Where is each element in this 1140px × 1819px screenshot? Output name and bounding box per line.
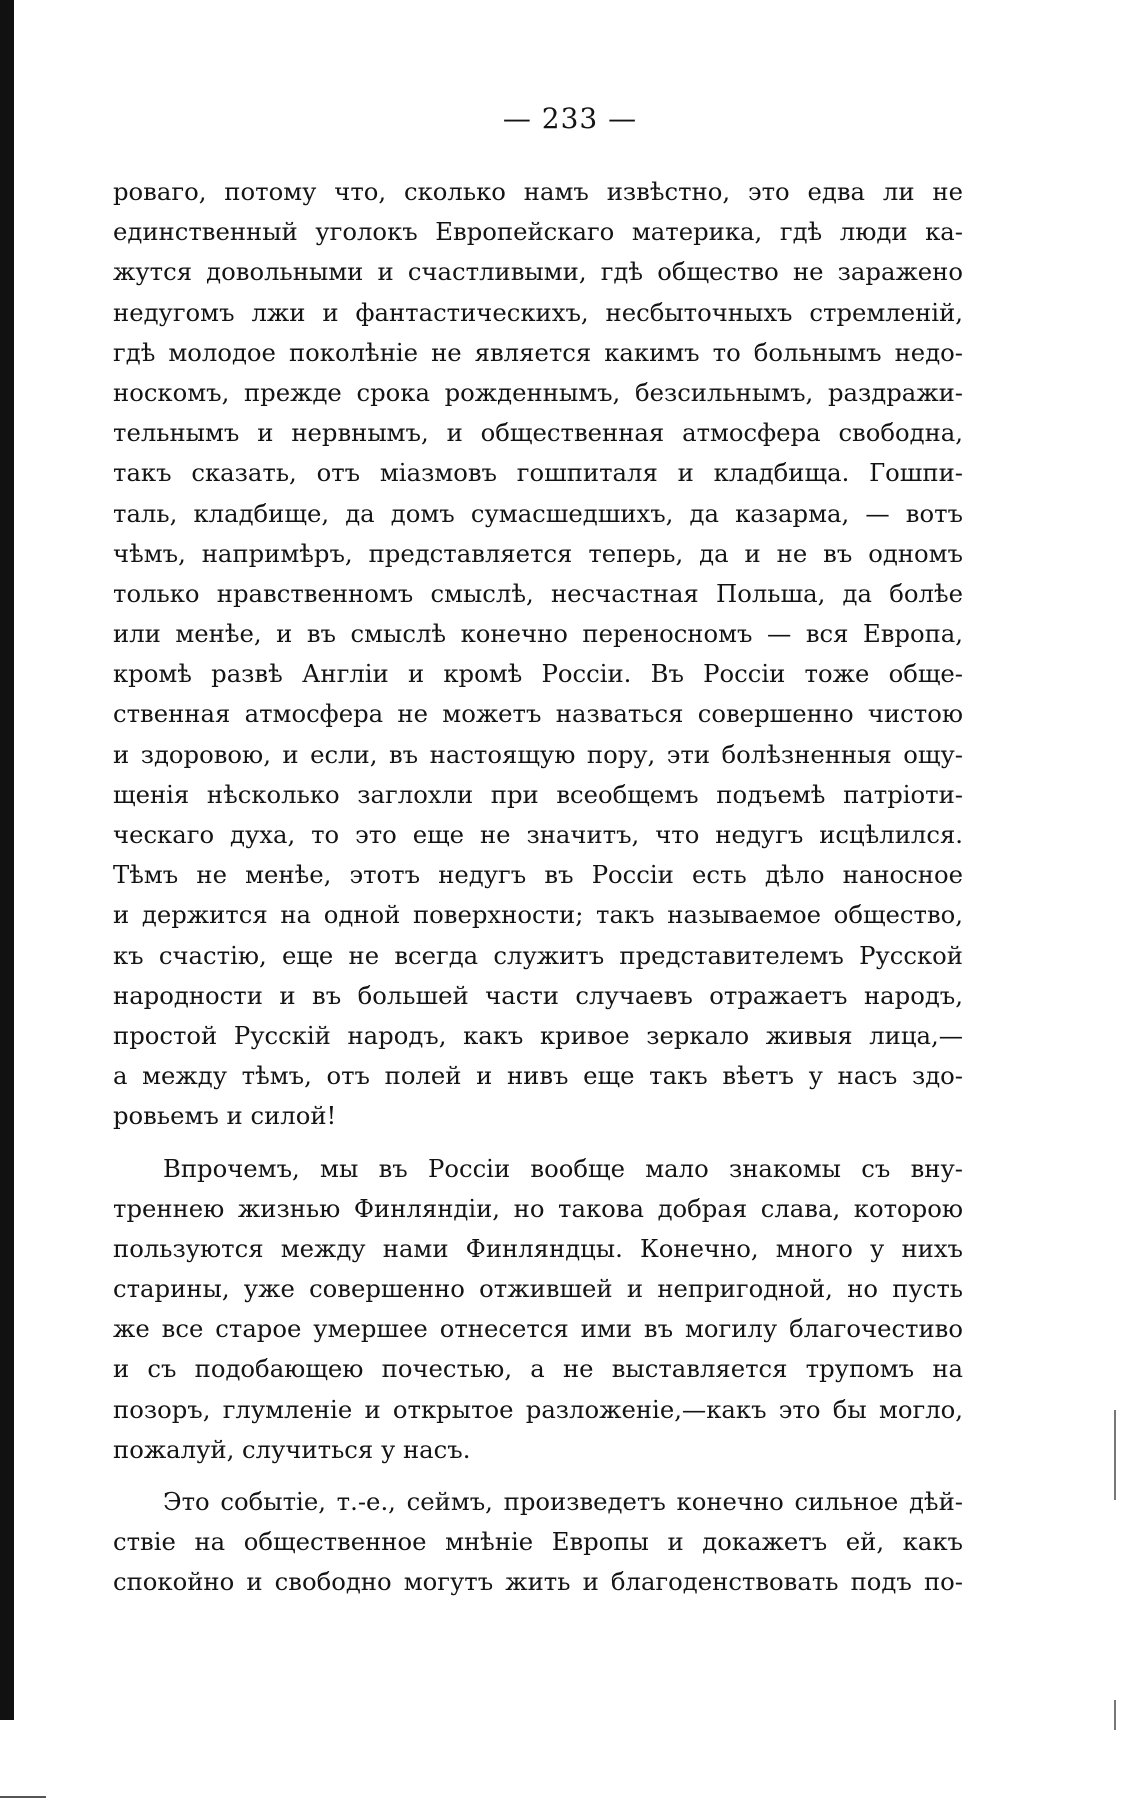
text-line: роваго, потому что, сколько намъ извѣстно, это едва ли не <box>113 177 963 206</box>
text-line: пользуются между нами Финляндцы. Конечно, много у нихъ <box>113 1233 963 1263</box>
text-line: позоръ, глумленіе и открытое разложеніе,—какъ это бы могло, <box>113 1394 963 1424</box>
text-line: щенія нѣсколько заглохли при всеобщемъ подъемѣ патріоти- <box>113 779 963 809</box>
text-line: и съ подобающею почестью, а не выставляется трупомъ на <box>113 1354 963 1384</box>
text-line: простой Русскій народъ, какъ кривое зеркало живыя лица,— <box>113 1020 963 1050</box>
paragraph-gap <box>113 1137 963 1149</box>
text-line: или менѣе, и въ смыслѣ конечно переносномъ — вся Европа, <box>113 619 963 649</box>
text-line: Это событіе, т.-е., сеймъ, произведетъ конечно сильное дѣй- <box>163 1487 963 1516</box>
text-line: спокойно и свободно могутъ жить и благоденствовать подъ по- <box>113 1567 963 1597</box>
text-line: треннею жизнью Финляндіи, но такова добрая слава, которою <box>113 1193 963 1223</box>
text-line: пожалуй, случиться у насъ. <box>113 1434 471 1464</box>
text-line: и здоровою, и если, въ настоящую пору, эти болѣзненныя ощу- <box>113 739 963 769</box>
text-line: жутся довольными и счастливыми, гдѣ общество не заражено <box>113 257 963 287</box>
scan-left-edge <box>0 0 14 1720</box>
text-line: ствіе на общественное мнѣніе Европы и докажетъ ей, какъ <box>113 1527 963 1557</box>
text-line: недугомъ лжи и фантастическихъ, несбыточныхъ стремленій, <box>113 297 963 327</box>
text-line: таль, кладбище, да домъ сумасшедшихъ, да казарма, — вотъ <box>113 498 963 528</box>
page-number: — 233 — <box>502 102 638 135</box>
paragraph <box>113 172 963 1137</box>
text-line: только нравственномъ смыслѣ, несчастная Польша, да болѣе <box>113 578 963 608</box>
text-line: а между тѣмъ, отъ полей и нивъ еще такъ вѣетъ у насъ здо- <box>113 1061 963 1091</box>
text-line: гдѣ молодое поколѣніе не является какимъ то больнымъ недо- <box>113 337 963 367</box>
text-line: единственный уголокъ Европейскаго материка, гдѣ люди ка- <box>113 217 963 247</box>
text-line: ственная атмосфера не можетъ назваться совершенно чистою <box>113 699 963 729</box>
scan-speck <box>1114 1700 1116 1730</box>
text-line: и держится на одной поверхности; такъ называемое общество, <box>113 900 963 930</box>
text-line: Впрочемъ, мы въ Россіи вообще мало знакомы съ вну- <box>163 1153 963 1183</box>
paragraph <box>113 1482 963 1603</box>
text-line: носкомъ, прежде срока рожденнымъ, безсильнымъ, раздражи- <box>113 377 963 407</box>
scan-bottom-mark <box>0 1796 46 1798</box>
text-line: къ счастію, еще не всегда служитъ представителемъ Русской <box>113 940 963 970</box>
text-line: ровьемъ и силой! <box>113 1101 337 1131</box>
paragraph <box>113 1149 963 1471</box>
text-line: кромѣ развѣ Англіи и кромѣ Россіи. Въ Россіи тоже обще- <box>113 659 963 689</box>
paragraph-gap <box>113 1470 963 1482</box>
text-line: народности и въ большей части случаевъ отражаетъ народъ, <box>113 980 963 1010</box>
text-line: тельнымъ и нервнымъ, и общественная атмосфера свободна, <box>113 418 963 448</box>
text-line: такъ сказать, отъ міазмовъ гошпиталя и кладбища. Гошпи- <box>113 458 963 488</box>
text-line: старины, уже совершенно отжившей и непригодной, но пусть <box>113 1274 963 1304</box>
text-line: ческаго духа, то это еще не значитъ, что недугъ исцѣлился. <box>113 820 963 849</box>
body-text <box>113 172 963 1603</box>
text-line: Тѣмъ не менѣе, этотъ недугъ въ Россіи есть дѣло наносное <box>113 860 963 890</box>
scan-speck <box>1114 1410 1116 1500</box>
text-line: чѣмъ, напримѣръ, представляется теперь, да и не въ одномъ <box>113 538 963 568</box>
text-line: же все старое умершее отнесется ими въ могилу благочестиво <box>113 1314 963 1344</box>
